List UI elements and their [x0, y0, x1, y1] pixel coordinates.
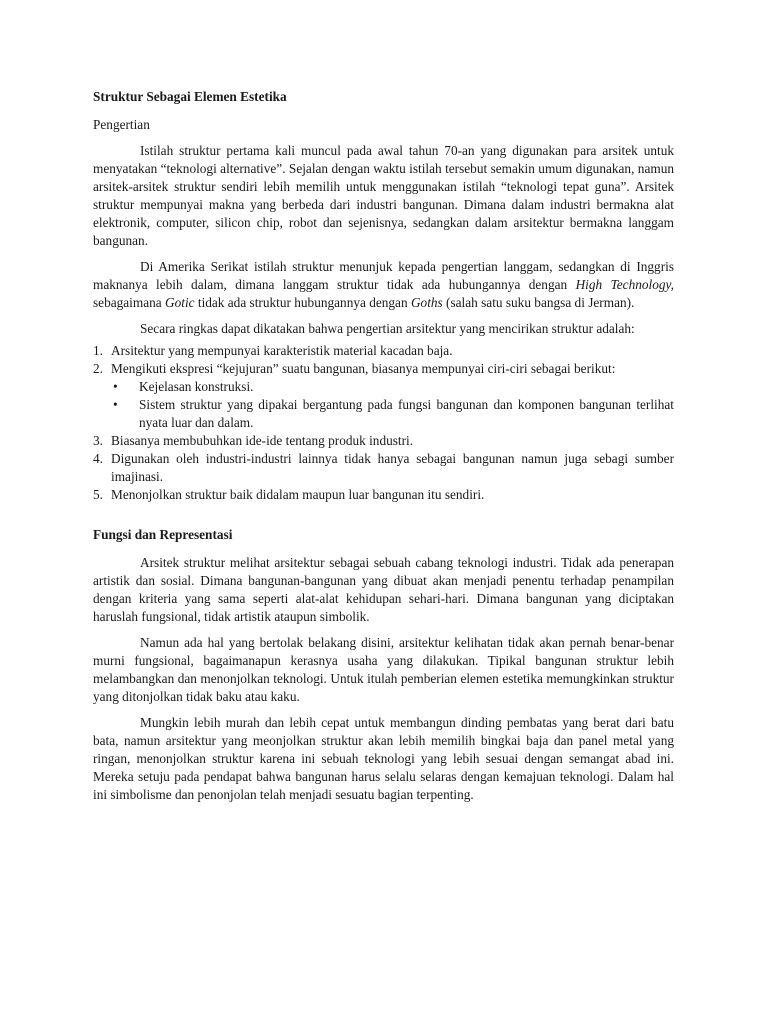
- paragraph-2-italic-high-technology: High Technology,: [575, 277, 674, 292]
- section2-paragraph-1: Arsitek struktur melihat arsitektur sebagai sebuah cabang teknologi industri. Tidak ada penerapan artistik dan sosial. Dimana bangunan-bangunan yang dibuat akan menjadi penentu terhadap penampilan dengan kriteria yang sama seperti alat-alat kehidupan sehari-hari. Dimana bangunan yang diciptakan haruslah fungsional, tidak artistik ataupun simbolik.: [93, 555, 674, 624]
- list-item-text: Biasanya membubuhkan ide-ide tentang produk industri.: [111, 433, 414, 448]
- list-number: 5.: [93, 487, 103, 502]
- document-title: Struktur Sebagai Elemen Estetika: [93, 89, 287, 104]
- section2-paragraph-3: Mungkin lebih murah dan lebih cepat untuk membangun dinding pembatas yang berat dari batu bata, namun arsitektur yang meonjolkan struktur akan lebih memilih bingkai baja dan panel metal yang ringan, menonjolkan struktur karena ini sebuah teknologi yang lebih sesuai dengan semangat abad ini. Mereka setuju pada pendapat bahwa bangunan harus selalu selaras dengan kemajuan teknologi. Dalam hal ini simbolisme dan penonjolan telah menjadi sesuatu bagian terpenting.: [93, 715, 674, 802]
- list-item-3: [93, 432, 674, 450]
- paragraph-2-italic-gotic: Gotic: [165, 295, 195, 310]
- list-item-text: Menonjolkan struktur baik didalam maupun luar bangunan itu sendiri.: [111, 487, 485, 502]
- paragraph-1: Istilah struktur pertama kali muncul pada awal tahun 70-an yang digunakan para arsitek untuk menyatakan “teknologi alternative”. Sejalan dengan waktu istilah tersebut semakin umum digunakan, namun arsitek-arsitek struktur sendiri lebih memilih untuk menggunakan istilah “teknologi tepat guna”. Arsitek struktur mempunyai makna yang berbeda dari industri bangunan. Dimana dalam industri bermakna alat elektronik, computer, silicon chip, robot dan sejenisnya, sedangkan dalam arsitektur bermakna langgam bangunan.: [93, 143, 674, 248]
- list-item-5: [93, 486, 674, 504]
- paragraph-2-text-a: Di Amerika Serikat istilah struktur menunjuk kepada pengertian langgam, sedangkan di Inggris maknanya lebih dalam, dimana langgam struktur tidak ada hubungannya dengan: [93, 259, 674, 292]
- list-item-text: Arsitektur yang mempunyai karakteristik material kacadan baja.: [111, 343, 453, 358]
- list-number: 4.: [93, 451, 103, 466]
- list-number: 2.: [93, 361, 103, 376]
- bullet-list: [93, 378, 674, 432]
- bullet-text: Sistem struktur yang dipakai bergantung pada fungsi bangunan dan komponen bangunan terlihat nyata luar dan dalam.: [139, 397, 674, 430]
- bullet-item-2: [93, 396, 674, 432]
- bullet-icon: •: [113, 397, 118, 412]
- paragraph-2: [93, 258, 674, 312]
- section-title: Fungsi dan Representasi: [93, 527, 233, 542]
- paragraph-2-text-c: tidak ada struktur hubungannya dengan: [194, 295, 411, 310]
- list-item-text: Mengikuti ekspresi “kejujuran” suatu bangunan, biasanya mempunyai ciri-ciri sebagai berikut:: [111, 361, 616, 376]
- paragraph-2-text-d: (salah satu suku bangsa di Jerman).: [442, 295, 635, 310]
- section2-paragraph-2: Namun ada hal yang bertolak belakang disini, arsitektur kelihatan tidak akan pernah benar-benar murni fungsional, bagaimanapun kerasnya usaha yang dilakukan. Tipikal bangunan struktur lebih melambangkan dan menonjolkan teknologi. Untuk itulah pemberian elemen estetika memungkinkan struktur yang ditonjolkan tidak baku atau kaku.: [93, 635, 674, 704]
- document-body: [93, 88, 674, 812]
- list-number: 3.: [93, 433, 103, 448]
- bullet-text: Kejelasan konstruksi.: [139, 379, 254, 394]
- section-fungsi-representasi: [93, 526, 674, 804]
- list-item-4: [93, 450, 674, 486]
- subheading-pengertian: Pengertian: [93, 117, 150, 132]
- paragraph-3: Secara ringkas dapat dikatakan bahwa pengertian arsitektur yang mencirikan struktur adalah:: [140, 321, 635, 336]
- bullet-item-1: [93, 378, 674, 396]
- list-number: 1.: [93, 343, 103, 358]
- list-item-text: Digunakan oleh industri-industri lainnya tidak hanya sebagai bangunan namun juga sebagi sumber imajinasi.: [111, 451, 674, 484]
- numbered-list: [93, 342, 674, 504]
- paragraph-2-text-b: sebagaimana: [93, 295, 165, 310]
- list-item-2: [93, 360, 674, 432]
- paragraph-2-italic-goths: Goths: [410, 295, 443, 310]
- list-item-1: [93, 342, 674, 360]
- bullet-icon: •: [113, 379, 118, 394]
